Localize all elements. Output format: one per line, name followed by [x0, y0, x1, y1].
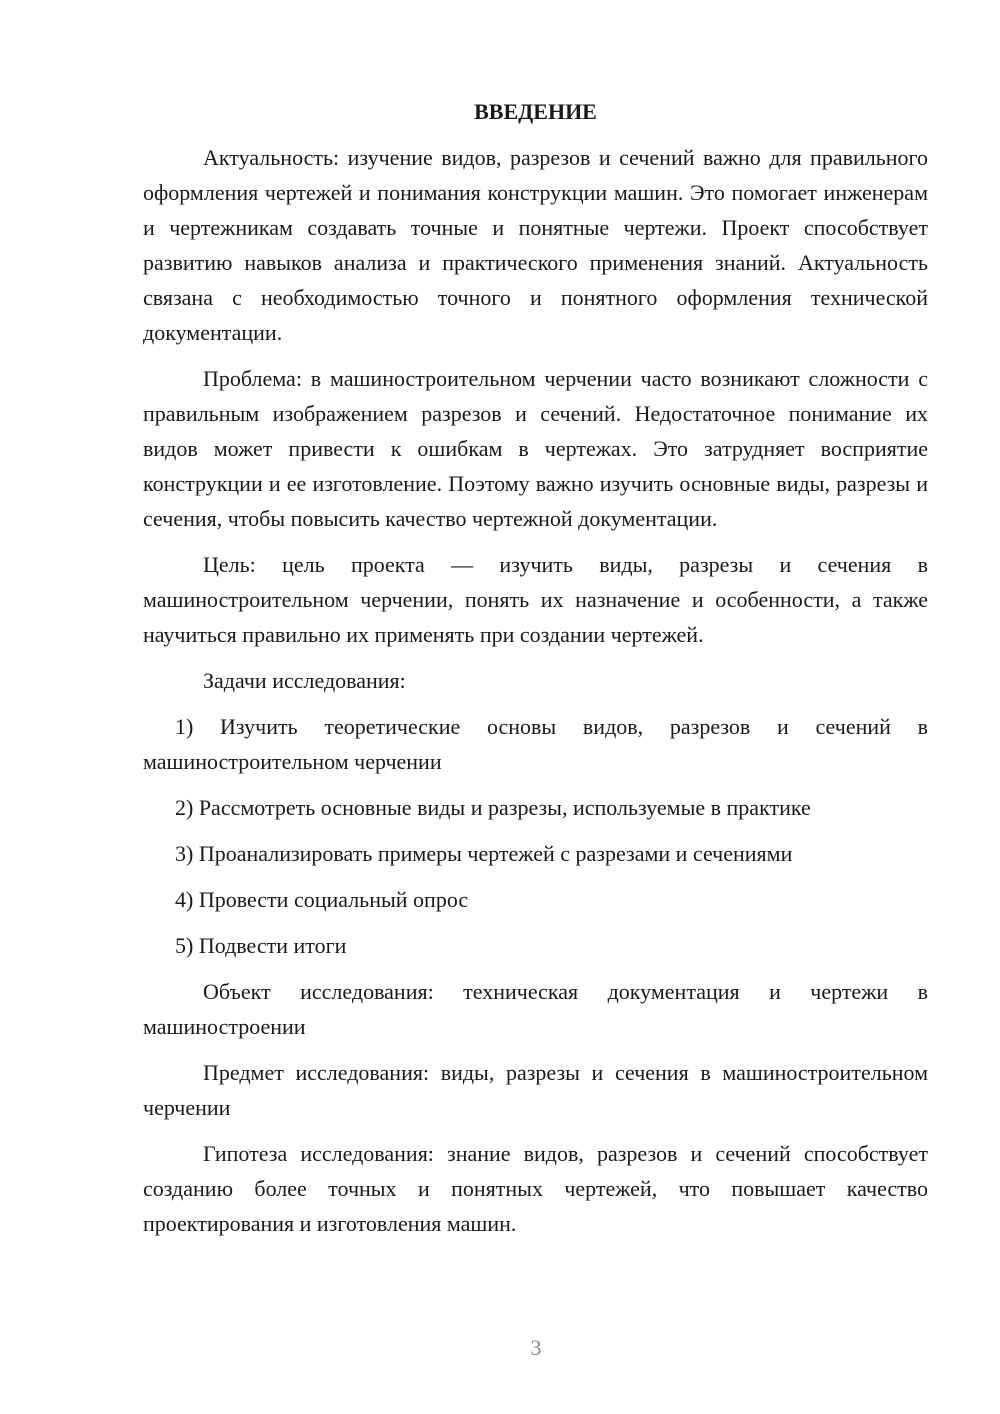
- section-title: ВВЕДЕНИЕ: [474, 99, 597, 124]
- relevance-paragraph: Актуальность: изучение видов, разрезов и сечений важно для правильного оформления чертежей и понимания конструкции машин. Это помогает инженерам и чертежникам создавать точные и понятные чертежи. Проект способствует развитию навыков анализа и практического применения знаний. Актуальность связана с необходимостью точного и понятного оформления технической документации.: [143, 145, 928, 345]
- object-paragraph: Объект исследования: техническая документация и чертежи в машиностроении: [143, 979, 928, 1039]
- page-number: 3: [530, 1335, 542, 1360]
- task-item-3: 3) Проанализировать примеры чертежей с разрезами и сечениями: [175, 841, 793, 866]
- tasks-heading: Задачи исследования:: [203, 668, 406, 693]
- goal-paragraph: Цель: цель проекта — изучить виды, разрезы и сечения в машиностроительном черчении, понять их назначение и особенности, а также научиться правильно их применять при создании чертежей.: [143, 552, 928, 647]
- problem-paragraph: Проблема: в машиностроительном черчении часто возникают сложности с правильным изображением разрезов и сечений. Недостаточное понимание их видов может привести к ошибкам в чертежах. Это затрудняет восприятие конструкции и ее изготовление. Поэтому важно изучить основные виды, разрезы и сечения, чтобы повысить качество чертежной документации.: [143, 366, 928, 531]
- task-item-5: 5) Подвести итоги: [175, 933, 347, 958]
- task-item-1: 1) Изучить теоретические основы видов, разрезов и сечений в машиностроительном черчении: [143, 714, 928, 774]
- page-content: [143, 94, 928, 1252]
- hypothesis-paragraph: Гипотеза исследования: знание видов, разрезов и сечений способствует созданию более точных и понятных чертежей, что повышает качество проектирования и изготовления машин.: [143, 1141, 928, 1236]
- subject-paragraph: Предмет исследования: виды, разрезы и сечения в машиностроительном черчении: [143, 1060, 928, 1120]
- task-item-4: 4) Провести социальный опрос: [175, 887, 469, 912]
- task-item-2: 2) Рассмотреть основные виды и разрезы, используемые в практике: [175, 795, 811, 820]
